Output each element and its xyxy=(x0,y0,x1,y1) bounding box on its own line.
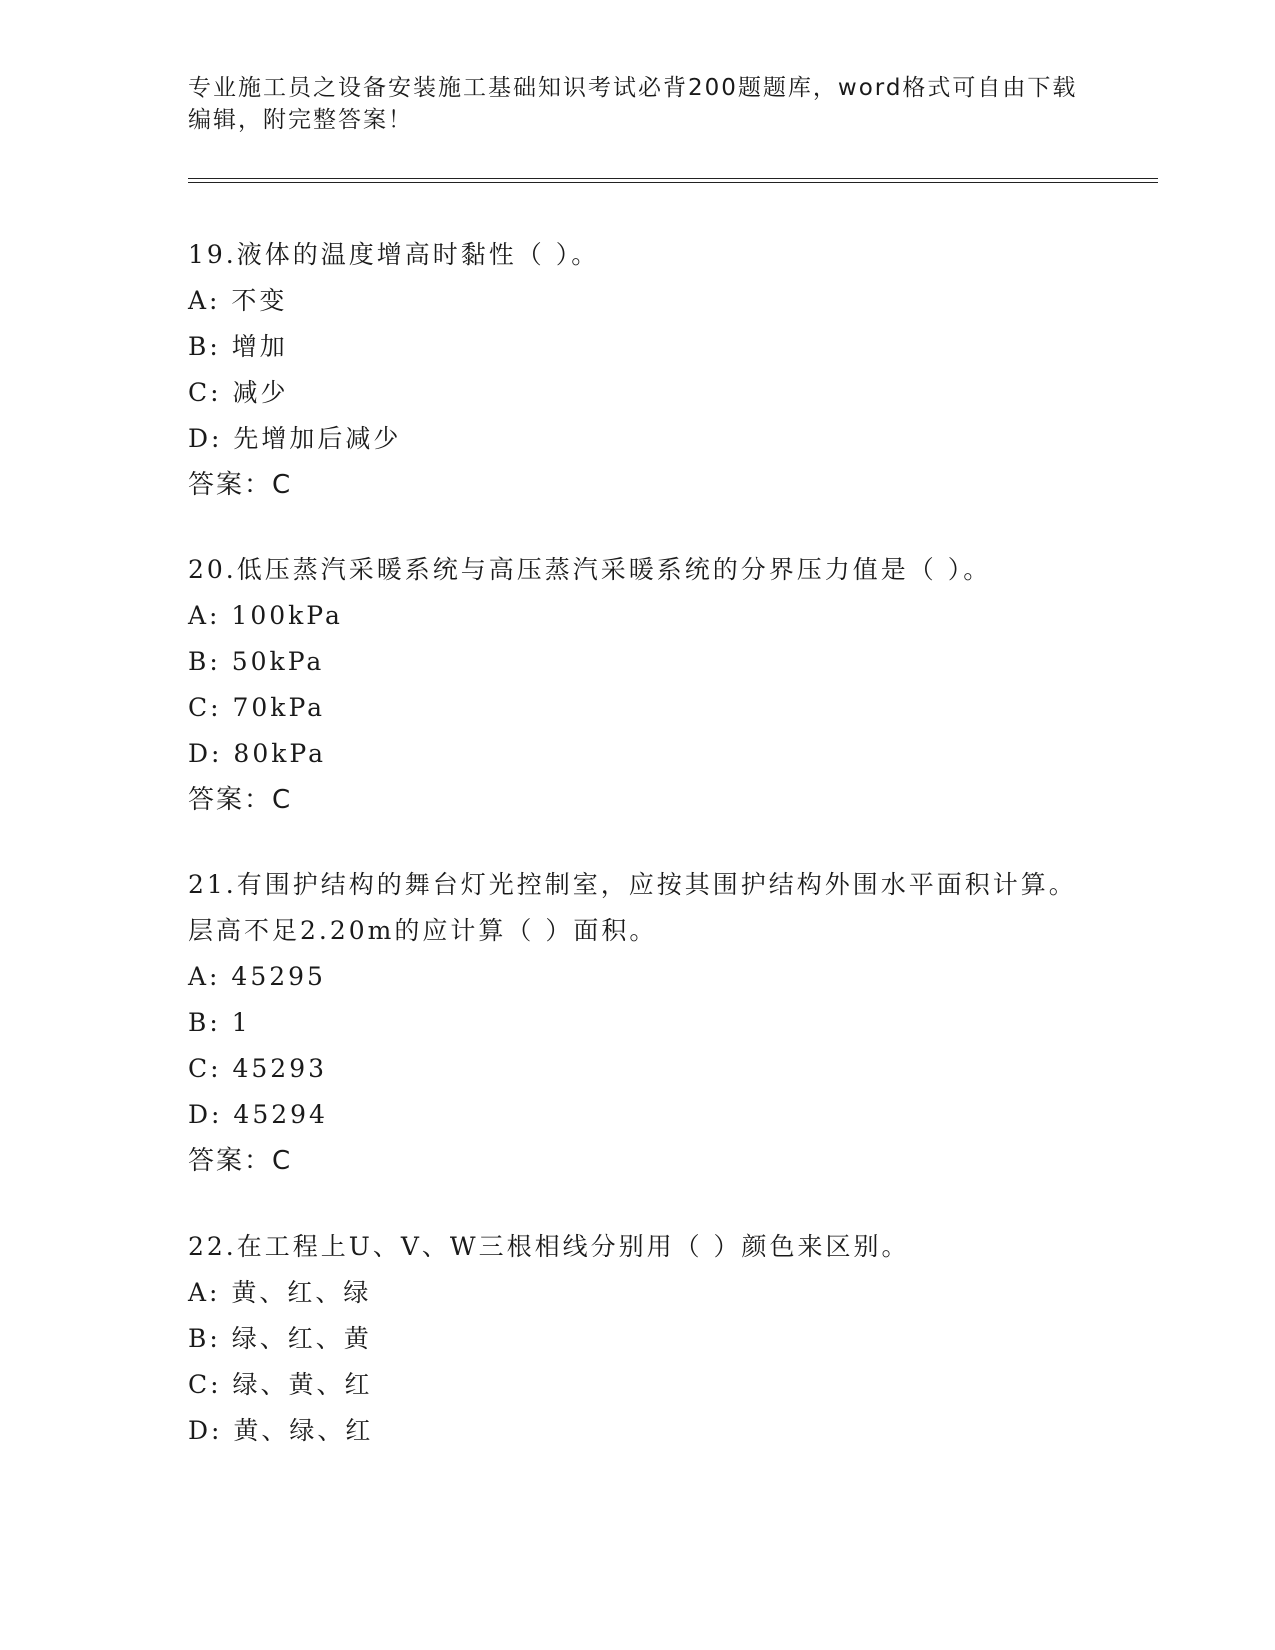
question-19 xyxy=(188,232,1088,508)
question-21 xyxy=(188,862,1088,1184)
header-divider-top xyxy=(188,178,1158,179)
answer-line: 答案：C xyxy=(188,785,293,815)
option-a: A: 100kPa xyxy=(188,601,343,630)
header-divider-bottom xyxy=(188,182,1158,183)
option-c: C: 45293 xyxy=(188,1054,328,1083)
option-b: B: 增加 xyxy=(188,332,288,361)
question-20 xyxy=(188,547,1088,823)
document-header: 专业施工员之设备安装施工基础知识考试必背200题题库，word格式可自由下载编辑，附完整答案！ xyxy=(188,75,1078,133)
question-stem: 19.液体的温度增高时黏性（ ）。 xyxy=(188,240,600,269)
option-d: D: 45294 xyxy=(188,1100,328,1129)
option-d: D: 黄、绿、红 xyxy=(188,1416,374,1445)
answer-line: 答案：C xyxy=(188,470,293,500)
option-b: B: 50kPa xyxy=(188,647,325,676)
option-b: B: 绿、红、黄 xyxy=(188,1324,372,1353)
option-a: A: 45295 xyxy=(188,962,326,991)
option-a: A: 黄、红、绿 xyxy=(188,1278,372,1307)
question-stem: 21.有围护结构的舞台灯光控制室，应按其围护结构外围水平面积计算。层高不足2.20m的应计算（ ）面积。 xyxy=(188,870,1077,945)
option-a: A: 不变 xyxy=(188,286,288,315)
option-c: C: 70kPa xyxy=(188,693,326,722)
option-d: D: 先增加后减少 xyxy=(188,424,402,453)
question-stem: 22.在工程上U、V、W三根相线分别用（ ）颜色来区别。 xyxy=(188,1232,910,1261)
option-c: C: 减少 xyxy=(188,378,289,407)
question-22 xyxy=(188,1224,1088,1454)
question-stem: 20.低压蒸汽采暖系统与高压蒸汽采暖系统的分界压力值是（ ）。 xyxy=(188,555,992,584)
answer-line: 答案：C xyxy=(188,1146,293,1176)
option-d: D: 80kPa xyxy=(188,739,326,768)
option-b: B: 1 xyxy=(188,1008,251,1037)
option-c: C: 绿、黄、红 xyxy=(188,1370,373,1399)
